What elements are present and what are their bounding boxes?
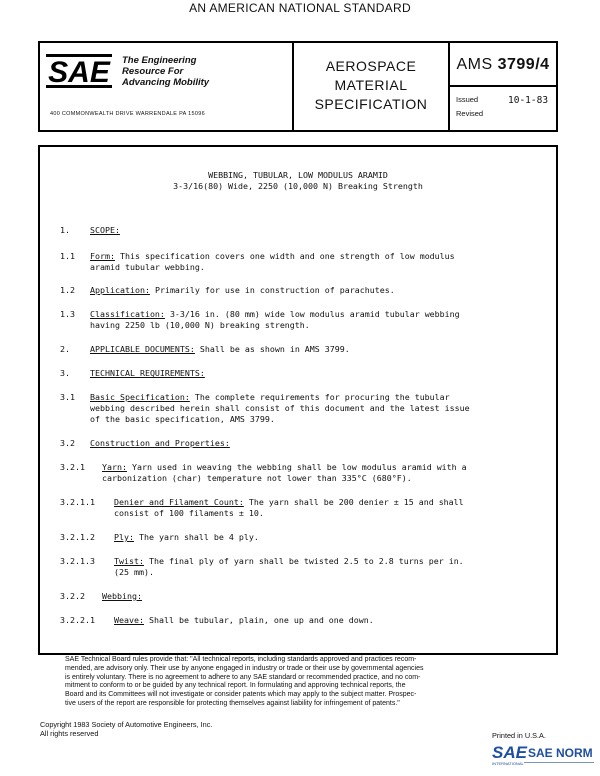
section-3-2-1-2-number: 3.2.1.2: [60, 532, 95, 542]
section-2-number: 2.: [60, 344, 70, 354]
section-3-1-text: The complete requirements for procuring the tubular: [194, 392, 450, 402]
badge-rule: [524, 762, 594, 763]
section-3-2-heading: Construction and Properties:: [90, 438, 230, 448]
section-2-line-1: [90, 344, 350, 355]
section-3-number: 3.: [60, 368, 70, 378]
copyright-text: Copyright 1983 Society of Automotive Engineers, Inc.: [40, 720, 213, 729]
ams-number-value: 3799/4: [497, 56, 550, 73]
spec-type-line: SPECIFICATION: [314, 96, 428, 112]
section-1-1-number: 1.1: [60, 251, 75, 261]
section-3-1-heading: Basic Specification:: [90, 392, 190, 402]
tagline-line: Advancing Mobility: [122, 77, 210, 88]
section-3-2-1-1-number: 3.2.1.1: [60, 497, 95, 507]
title-line-2: 3-3/16(80) Wide, 2250 (10,000 N) Breaking Strength: [173, 181, 423, 191]
disclaimer-line: mended, are advisory only. Their use by anyone engaged in industry or trade or their use by governmental agencies: [65, 664, 424, 672]
section-3-heading: TECHNICAL REQUIREMENTS:: [90, 368, 205, 378]
spec-title: [40, 170, 556, 192]
sae-norm-watermark: [492, 741, 594, 767]
section-1-1-line-1: [90, 251, 455, 262]
section-3-2-number: 3.2: [60, 438, 75, 448]
disclaimer-line: Board and its Committees will not investigate or consider patents which may apply to the subject matter. Prospec-: [65, 691, 417, 699]
section-3-1-line-3: of the basic specification, AMS 3799.: [90, 414, 275, 424]
section-1-3-line-2: having 2250 lb (10,000 N) breaking strength.: [90, 320, 310, 330]
section-3-2-2-1-heading: Weave:: [114, 615, 144, 625]
section-1-1-heading: Form:: [90, 251, 115, 261]
section-3-2-2-heading: Webbing:: [102, 591, 142, 601]
section-1-2-text: Primarily for use in construction of parachutes.: [154, 285, 395, 295]
section-3-2-1-2-line-1: [114, 532, 259, 543]
sae-tagline: [122, 55, 209, 88]
spec-type-block: [292, 43, 448, 130]
section-3-2-2-1-text: Shall be tubular, plain, one up and one down.: [148, 615, 374, 625]
spec-number-block: [448, 43, 556, 130]
section-3-2-1-1-line-1: [114, 497, 464, 508]
sae-logo-text: SAE: [48, 56, 110, 89]
section-3-1-number: 3.1: [60, 392, 75, 402]
section-3-2-1-heading: Yarn:: [102, 462, 127, 472]
badge-text: SAE NORM: [528, 746, 593, 760]
national-standard-banner: AN AMERICAN NATIONAL STANDARD: [189, 1, 411, 15]
section-3-1-line-2: webbing described herein shall consist of this document and the latest issue: [90, 403, 470, 413]
section-1-3-number: 1.3: [60, 309, 75, 319]
section-3-2-1-2-heading: Ply:: [114, 532, 134, 542]
section-3-2-1-1-text: The yarn shall be 200 denier ± 15 and shall: [248, 497, 464, 507]
section-1-2-number: 1.2: [60, 285, 75, 295]
issued-date: 10-1-83: [508, 95, 549, 106]
section-2-text: Shall be as shown in AMS 3799.: [199, 344, 350, 354]
disclaimer-line: mitment to conform to or be guided by any technical report. In formulating and approving technical reports, the: [65, 682, 406, 690]
section-1-3-heading: Classification:: [90, 309, 165, 319]
spec-type-title: [294, 57, 448, 114]
revised-label: Revised: [456, 109, 484, 118]
section-1-2-line-1: [90, 285, 395, 296]
spec-type-line: MATERIAL: [334, 77, 408, 93]
badge-logo-icon: SAE: [492, 743, 527, 762]
section-3-2-2-1-line-1: [114, 615, 374, 626]
section-3-2-1-text: Yarn used in weaving the webbing shall be low modulus aramid with a: [131, 462, 467, 472]
sae-address: 400 COMMONWEALTH DRIVE WARRENDALE PA 15096: [50, 111, 205, 117]
issued-label: Issued: [456, 95, 479, 104]
section-3-2-1-1-line-2: consist of 100 filaments ± 10.: [114, 508, 264, 518]
section-3-2-1-number: 3.2.1: [60, 462, 85, 472]
spec-header: [38, 41, 558, 132]
disclaimer-line: SAE Technical Board rules provide that: "All technical reports, including standards approved and practices recom-: [65, 656, 417, 663]
title-line-1: WEBBING, TUBULAR, LOW MODULUS ARAMID: [208, 170, 388, 180]
section-1-heading: SCOPE:: [90, 225, 120, 235]
section-3-2-1-3-text: The final ply of yarn shall be twisted 2.5 to 2.8 turns per in.: [148, 556, 464, 566]
section-3-2-1-3-line-1: [114, 556, 464, 567]
section-2-heading: APPLICABLE DOCUMENTS:: [90, 344, 195, 354]
section-3-2-1-3-line-2: (25 mm).: [114, 567, 154, 577]
copyright-block: [40, 720, 212, 738]
ams-prefix: AMS: [456, 56, 493, 73]
section-3-2-1-1-heading: Denier and Filament Count:: [114, 497, 244, 507]
badge-sub: INTERNATIONAL: [492, 761, 524, 766]
printed-in: Printed in U.S.A.: [492, 731, 546, 740]
spec-type-line: AEROSPACE: [325, 58, 417, 74]
section-1-3-text: 3-3/16 in. (80 mm) wide low modulus aramid tubular webbing: [169, 309, 460, 319]
section-3-2-1-3-heading: Twist:: [114, 556, 144, 566]
section-1-2-heading: Application:: [90, 285, 150, 295]
spec-body: [38, 145, 558, 655]
section-3-2-1-2-text: The yarn shall be 4 ply.: [138, 532, 259, 542]
sae-board-disclaimer: [65, 656, 537, 709]
section-3-1-line-1: [90, 392, 450, 403]
disclaimer-line: tive users of the report are responsible for protecting themselves against liability for infringement of patents.": [65, 699, 400, 707]
section-3-2-2-1-number: 3.2.2.1: [60, 615, 95, 625]
section-1-1-line-2: aramid tubular webbing.: [90, 262, 205, 272]
section-3-2-1-line-2: carbonization (char) temperature not lower than 335°C (680°F).: [102, 473, 412, 483]
section-3-2-1-3-number: 3.2.1.3: [60, 556, 95, 566]
section-1-1-text: This specification covers one width and one strength of low modulus: [119, 251, 455, 261]
disclaimer-line: is entirely voluntary. There is no agreement to adhere to any SAE standard or recommended practice, and no com-: [65, 673, 421, 681]
section-1-3-line-1: [90, 309, 460, 320]
section-3-2-1-line-1: [102, 462, 467, 473]
tagline-line: The Engineering: [122, 55, 197, 66]
tagline-line: Resource For: [122, 66, 184, 77]
publisher-block: [40, 43, 292, 130]
section-3-2-2-number: 3.2.2: [60, 591, 85, 601]
section-1-number: 1.: [60, 225, 70, 235]
ams-number: [450, 43, 556, 87]
rights-text: All rights reserved: [40, 729, 99, 738]
sae-logo: [46, 51, 112, 91]
